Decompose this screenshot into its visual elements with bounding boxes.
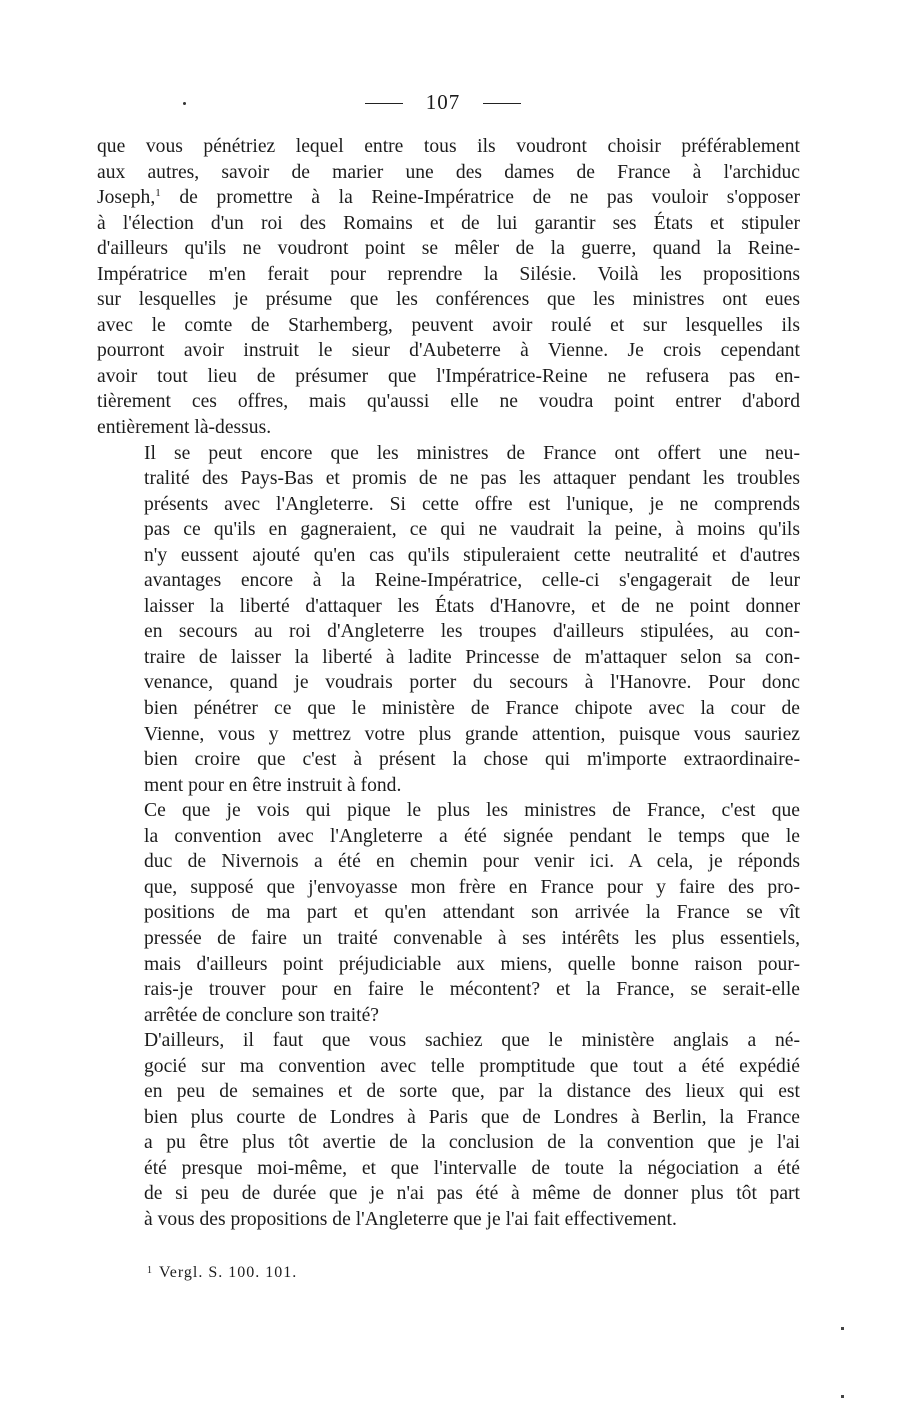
text-line: en peu de semaines et de sorte que, par la distance des lieux qui est — [144, 1081, 800, 1103]
text-line: traire de laisser la liberté à ladite Princesse de m'attaquer selon sa con- — [144, 646, 800, 668]
text-line: pas ce qu'ils en gagneraient, ce qui ne vaudrait la peine, à moins qu'ils — [144, 519, 800, 541]
text-line: sur lesquelles je présume que les conférences que les ministres ont eues — [97, 289, 800, 311]
text-line: que, supposé que j'envoyasse mon frère en France pour y faire des pro- — [144, 876, 800, 898]
text-line: laisser la liberté d'attaquer les États d'Hanovre, et de ne point donner — [144, 595, 800, 617]
page-number-dash-left — [365, 103, 403, 104]
text-line: entièrement là-dessus. — [97, 417, 272, 439]
text-line: D'ailleurs, il faut que vous sachiez que le ministère anglais a né- — [144, 1030, 800, 1052]
text-line: venance, quand je voudrais porter du secours à l'Hanovre. Pour donc — [144, 672, 800, 694]
text-line: à vous des propositions de l'Angleterre que je l'ai fait effectivement. — [144, 1208, 677, 1230]
text-line: Impératrice m'en ferait pour reprendre la Silésie. Voilà les propositions — [97, 263, 800, 285]
text-line: aux autres, savoir de marier une des dames de France à l'archiduc — [97, 161, 800, 183]
text-line: bien plus courte de Londres à Paris que de Londres à Berlin, la France — [144, 1106, 800, 1128]
page-header — [0, 86, 900, 122]
text-line: positions de ma part et qu'en attendant son arrivée la France se vît — [144, 902, 800, 924]
footnote-reference: 1 — [155, 187, 161, 200]
text-line: Ce que je vois qui pique le plus les ministres de France, c'est que — [144, 800, 800, 822]
text-line: bien pénétrer ce que le ministère de France chipote avec la cour de — [144, 698, 800, 720]
margin-speck — [841, 1395, 844, 1398]
text-line: avec le comte de Starhemberg, peuvent avoir roulé et sur lesquelles ils — [97, 314, 800, 336]
text-line: que vous pénétriez lequel entre tous ils voudront choisir préférablement — [97, 136, 800, 157]
text-line: d'ailleurs qu'ils ne voudront point se mêler de la guerre, quand la Reine- — [97, 238, 800, 260]
text-line: duc de Nivernois a été en chemin pour venir ici. A cela, je réponds — [144, 851, 800, 873]
text-fragment: de promettre à la Reine-Impératrice de ne pas vouloir s'opposer — [160, 187, 800, 209]
text-line: arrêtée de conclure son traité? — [144, 1004, 379, 1026]
text-line: mais d'ailleurs point préjudiciable aux miens, quelle bonne raison pour- — [144, 953, 800, 975]
text-line: de si peu de durée que je n'ai pas été à même de donner plus tôt part — [144, 1183, 800, 1205]
text-line: pourront avoir instruit le sieur d'Aubeterre à Vienne. Je crois cependant — [97, 340, 800, 362]
text-line: rais-je trouver pour en faire le mécontent? et la France, se serait-elle — [144, 979, 800, 1001]
text-fragment: Joseph, — [97, 187, 156, 209]
body-text — [97, 134, 800, 1233]
page-number: 107 — [425, 90, 461, 114]
stray-dot — [183, 102, 186, 105]
paragraph-2 — [97, 441, 800, 799]
text-line: à l'élection d'un roi des Romains et de lui garantir ses États et stipuler — [97, 212, 800, 234]
text-line: tralité des Pays-Bas et promis de ne pas les attaquer pendant les troubles — [144, 468, 800, 490]
text-line: Vienne, vous y mettrez votre plus grande attention, puisque vous sauriez — [144, 723, 800, 745]
page-number-dash-right — [483, 103, 521, 104]
paragraph-4 — [97, 1028, 800, 1232]
footnote-text: Vergl. S. 100. 101. — [159, 1264, 298, 1281]
text-line: présents avec l'Angleterre. Si cette offre est l'unique, je ne comprends — [144, 493, 800, 515]
text-line: n'y eussent ajouté qu'en cas qu'ils stipuleraient cette neutralité et d'autres — [144, 544, 800, 566]
text-line: Il se peut encore que les ministres de France ont offert une neu- — [144, 442, 800, 464]
footnote — [147, 1264, 297, 1282]
text-line — [97, 185, 800, 211]
text-line: avoir tout lieu de présumer que l'Impératrice-Reine ne refusera pas en- — [97, 365, 800, 387]
text-line: avantages encore à la Reine-Impératrice, celle-ci s'engagerait de leur — [144, 570, 800, 592]
text-line: en secours au roi d'Angleterre les troupes d'ailleurs stipulées, au con- — [144, 621, 800, 643]
text-line: gocié sur ma convention avec telle promptitude que tout a été expédié — [144, 1055, 800, 1077]
paragraph-1 — [97, 134, 800, 441]
text-line: été presque moi-même, et que l'intervalle de toute la négociation a été — [144, 1157, 800, 1179]
text-line: bien croire que c'est à présent la chose qui m'importe extraordinaire- — [144, 749, 800, 771]
text-line: la convention avec l'Angleterre a été signée pendant le temps que le — [144, 825, 800, 847]
text-line: ment pour en être instruit à fond. — [144, 774, 402, 796]
text-line: a pu être plus tôt avertie de la conclusion de la convention que je l'ai — [144, 1132, 800, 1154]
text-line: tièrement ces offres, mais qu'aussi elle ne voudra point entrer d'abord — [97, 391, 800, 413]
paragraph-3 — [97, 798, 800, 1028]
text-line: pressée de faire un traité convenable à ses intérêts les plus essentiels, — [144, 927, 800, 949]
margin-speck — [841, 1327, 844, 1330]
footnote-marker: 1 — [147, 1265, 153, 1276]
